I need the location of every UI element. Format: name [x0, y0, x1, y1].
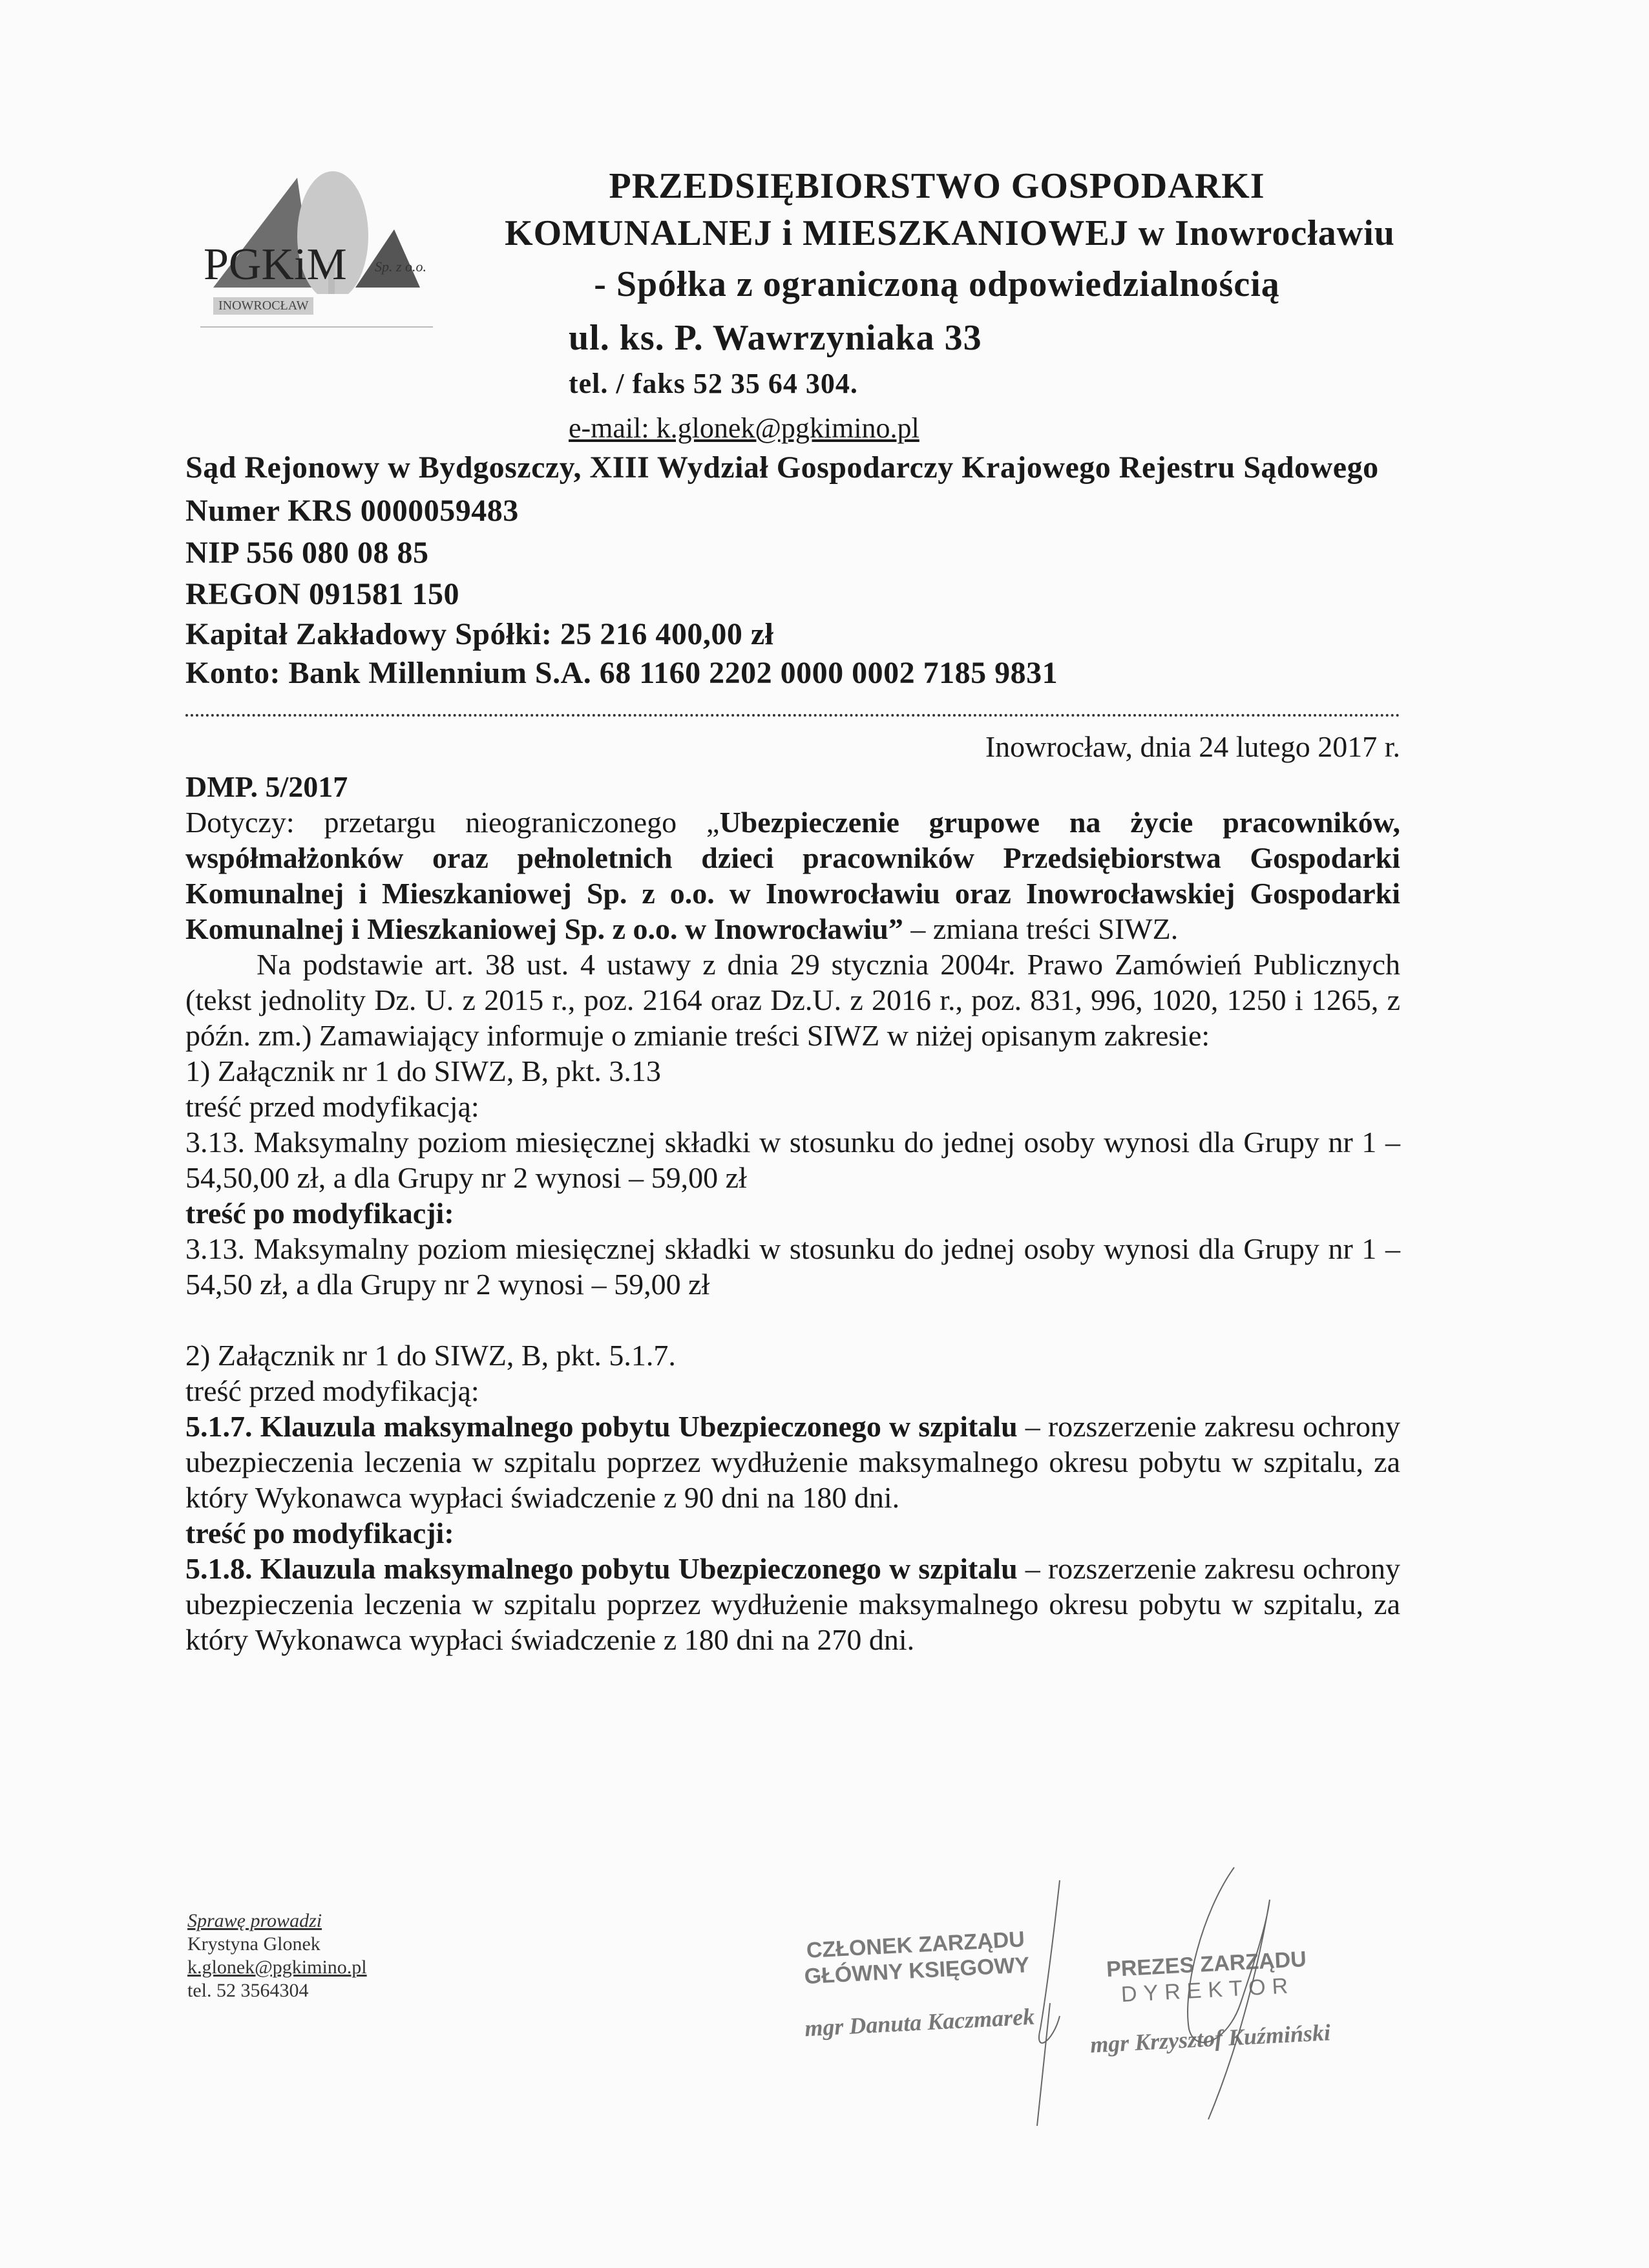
document-date: Inowrocław, dnia 24 lutego 2017 r. — [985, 730, 1400, 763]
after-text — [185, 1231, 1400, 1302]
header-address: ul. ks. P. Wawrzyniaka 33 — [569, 318, 982, 358]
subject-prefix: Dotyczy: przetargu nieograniczonego „ — [185, 806, 720, 839]
registry-regon: REGON 091581 150 — [185, 577, 460, 611]
contact-email[interactable]: k.glonek@pgkimino.pl — [187, 1957, 367, 1978]
registry-capital: Kapitał Zakładowy Spółki: 25 216 400,00 zł — [185, 617, 774, 651]
before-body: – rozszerzenie zakresu ochrony ubezpieczenia leczenia w szpitalu poprzez wydłużenie maksymalnego okresu pobytu w szpitalu, za który Wykonawca wypłaci świadczenie z 90 dni na 180 dni. — [185, 1410, 1400, 1514]
change-title: 2) Załącznik nr 1 do SIWZ, B, pkt. 5.1.7. — [185, 1339, 676, 1372]
logo-city: INOWROCŁAW — [213, 297, 313, 315]
stamp-line: GŁÓWNY KSIĘGOWY — [803, 1952, 1031, 1990]
company-logo — [200, 165, 446, 333]
header-line3: - Spółka z ograniczoną odpowiedzialnością — [594, 264, 1280, 304]
contact-phone: tel. 52 3564304 — [187, 1980, 309, 2001]
after-text — [185, 1551, 1400, 1657]
dotted-divider — [185, 714, 1400, 717]
contact-name: Krystyna Glonek — [187, 1933, 320, 1955]
logo-text: PGKiM — [204, 240, 347, 289]
registry-nip: NIP 556 080 08 85 — [185, 536, 429, 570]
before-body: 3.13. Maksymalny poziom miesięcznej składki w stosunku do jednej osoby wynosi dla Grupy nr 1 – 54,50,00 zł, a dla Grupy nr 2 wynosi – 59,00 zł — [185, 1126, 1400, 1194]
contact-block — [187, 1909, 367, 2002]
header-line1: PRZEDSIĘBIORSTWO GOSPODARKI — [609, 166, 1265, 206]
header-line2: KOMUNALNEJ i MIESZKANIOWEJ w Inowrocławiu — [505, 213, 1395, 253]
before-text — [185, 1409, 1400, 1515]
subject-suffix: – zmiana treści SIWZ. — [903, 912, 1179, 945]
stamp-name: mgr Danuta Kaczmarek — [804, 2003, 1035, 2042]
before-bold: 5.1.7. Klauzula maksymalnego pobytu Ubezpieczonego w szpitalu — [185, 1410, 1018, 1443]
after-label: treść po modyfikacji: — [185, 1197, 454, 1230]
intro-paragraph: Na podstawie art. 38 ust. 4 ustawy z dnia 29 stycznia 2004r. Prawo Zamówień Publicznych (tekst jednolity Dz. U. z 2015 r., poz. 2164 oraz Dz.U. z 2016 r., poz. 831, 996, 1020, 1250 i 1265, z późn. zm.) Zamawiający informuje o zmianie treści SIWZ w niżej opisanym zakresie: — [185, 948, 1400, 1052]
before-label: treść przed modyfikacją: — [185, 1090, 479, 1123]
header-email[interactable]: e-mail: k.glonek@pgkimino.pl — [569, 412, 919, 444]
after-label: treść po modyfikacji: — [185, 1517, 454, 1549]
change-1 — [185, 1053, 1400, 1302]
handwritten-signatures — [840, 1861, 1422, 2132]
stamp-line: PREZES ZARZĄDU — [1106, 1946, 1307, 1982]
registry-court: Sąd Rejonowy w Bydgoszczy, XIII Wydział Gospodarczy Krajowego Rejestru Sądowego — [185, 450, 1379, 485]
subject-title: Ubezpieczenie grupowe na życie pracowników, współmałżonków oraz pełnoletnich dzieci pracowników Przedsiębiorstwa Gospodarki Komunalnej i Mieszkaniowej Sp. z o.o. w Inowrocławiu oraz Inowrocławskiej Gospodarki Komunalnej i Mieszkaniowej Sp. z o.o. w Inowrocławiu” — [185, 806, 1400, 945]
after-bold: 5.1.8. Klauzula maksymalnego pobytu Ubezpieczonego w szpitalu — [185, 1552, 1018, 1585]
stamp-name: mgr Krzysztof Kuźmiński — [1089, 2019, 1331, 2058]
registry-account: Konto: Bank Millennium S.A. 68 1160 2202 0000 0002 7185 9831 — [185, 656, 1058, 690]
before-text — [185, 1124, 1400, 1195]
stamp-line: CZŁONEK ZARZĄDU — [806, 1927, 1025, 1963]
logo-divider — [200, 326, 433, 328]
after-body: 3.13. Maksymalny poziom miesięcznej składki w stosunku do jednej osoby wynosi dla Grupy nr 1 – 54,50 zł, a dla Grupy nr 2 wynosi – 59,00 zł — [185, 1232, 1400, 1301]
after-body: – rozszerzenie zakresu ochrony ubezpieczenia leczenia w szpitalu poprzez wydłużenie maksymalnego okresu pobytu w szpitalu, za który Wykonawca wypłaci świadczenie z 180 dni na 270 dni. — [185, 1552, 1400, 1656]
before-label: treść przed modyfikacją: — [185, 1374, 479, 1407]
change-title: 1) Załącznik nr 1 do SIWZ, B, pkt. 3.13 — [185, 1055, 661, 1087]
document-body — [185, 769, 1400, 1657]
contact-label: Sprawę prowadzi — [187, 1910, 322, 1931]
stamp-line: DYREKTOR — [1120, 1973, 1296, 2008]
subject — [185, 804, 1400, 947]
registry-krs: Numer KRS 0000059483 — [185, 494, 519, 528]
logo-suffix: Sp. z o.o. — [375, 258, 427, 275]
reference-number: DMP. 5/2017 — [185, 770, 348, 803]
change-2 — [185, 1338, 1400, 1657]
header-phone: tel. / faks 52 35 64 304. — [569, 368, 858, 399]
